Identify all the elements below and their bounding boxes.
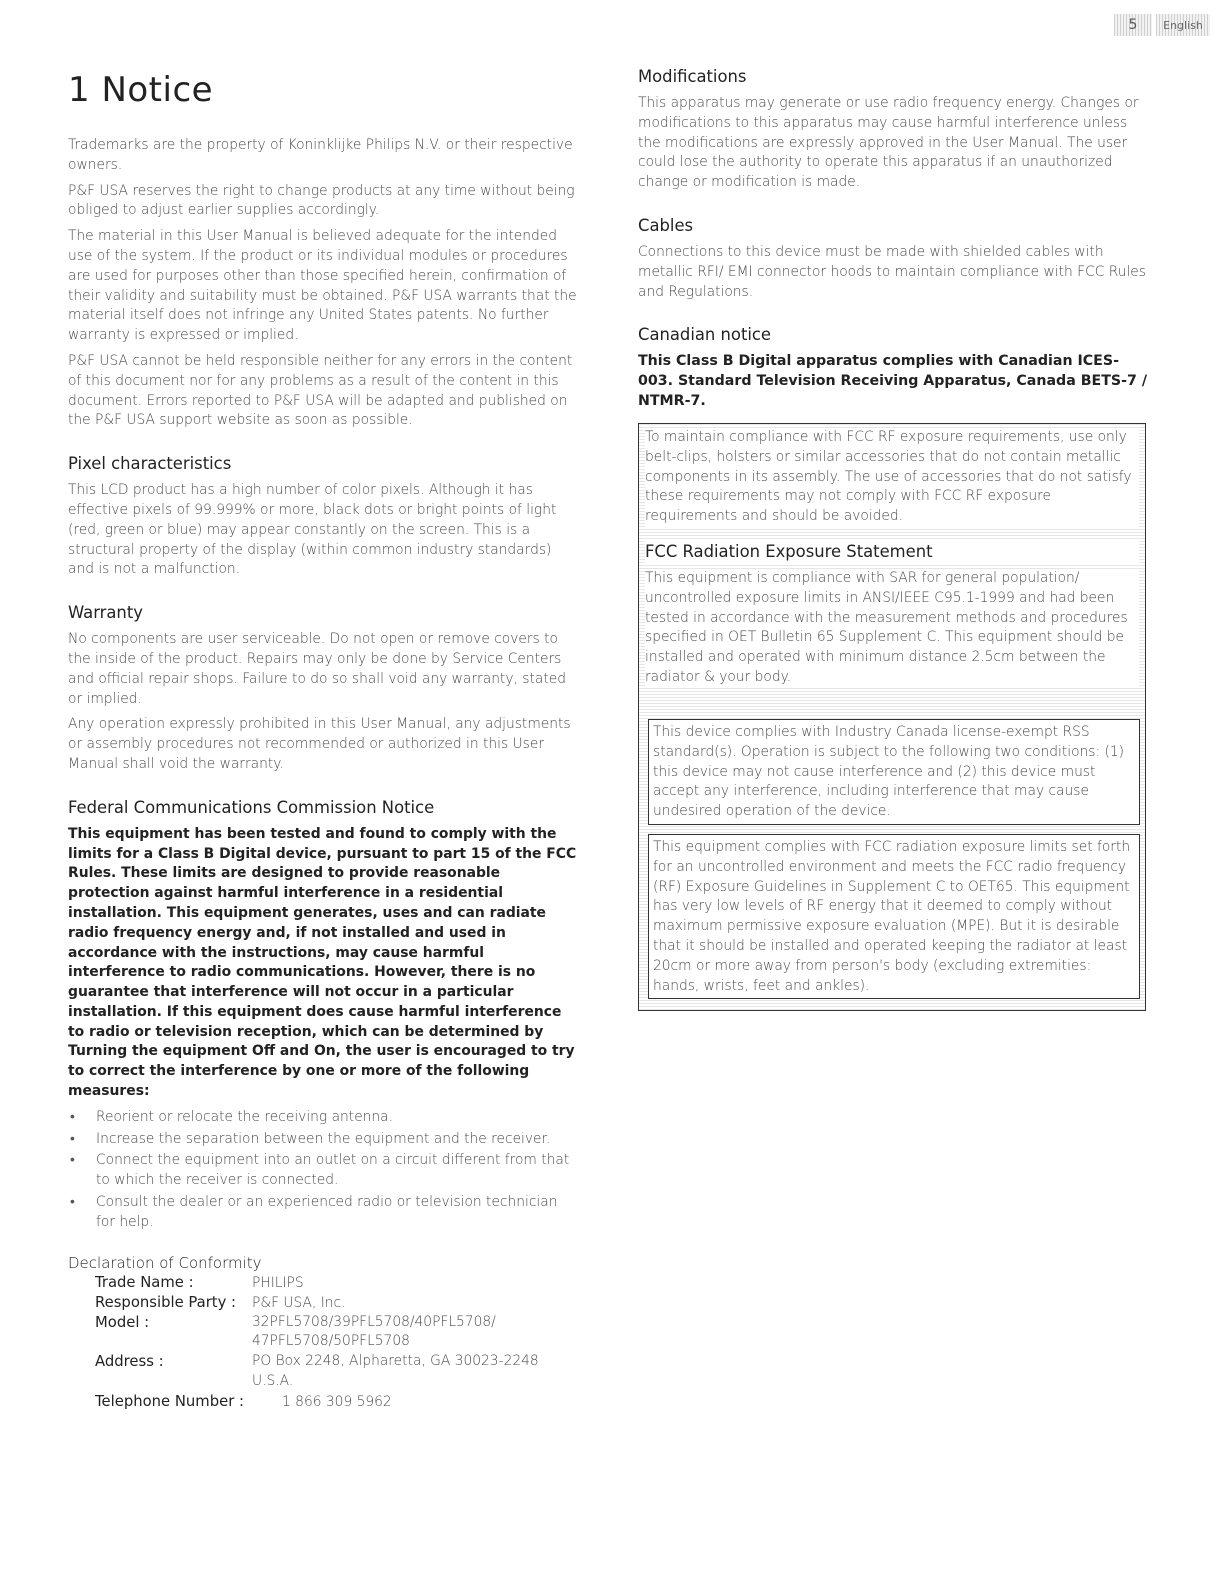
declaration-key: Trade Name : [95,1273,194,1291]
radiation-text: This equipment is compliance with SAR for general population/ uncontrolled exposure limits in ANSI/IEEE C95.1-1999 and had been tested in accordance with the measurement methods and procedures specified in OET Bulletin 65 Supplement C. This equipment should be installed and operated with minimum distance 2.5cm between the radiator & your body. [645,569,1139,688]
declaration-row-responsible-party [95,1293,580,1313]
warranty-heading: Warranty [68,603,143,623]
declaration-row-address [95,1352,580,1392]
list-item: • Consult the dealer or an experienced radio or television technician for help. [68,1193,580,1233]
declaration-value: 1 866 309 5962 [282,1393,392,1410]
page-number: 5 [1114,14,1152,36]
list-item: • Connect the equipment into an outlet on a circuit different from that to which the receiver is connected. [68,1151,580,1191]
declaration-title: Declaration of Conformity [68,1253,262,1272]
declaration-row-model [95,1313,580,1353]
canadian-heading: Canadian notice [638,325,772,345]
page-title: 1 Notice [68,70,214,110]
fcc-body: This equipment has been tested and found to comply with the limits for a Class B Digital device, pursuant to part 15 of the FCC Rules. These limits are designed to provide reasonable protection against harmful interference in a residential installation. This equipment generates, uses and can radiate radio frequency energy and, if not installed and used in accordance with the instructions, may cause harmful interference to radio communications. However, there is no guarantee that interference will not occur in a particular installation. If this equipment does cause harmful interference to radio or television reception, which can be determined by Turning the equipment Off and On, the user is encouraged to try to correct the interference by one or more of the following measures: [68,825,577,1100]
cables-body: Connections to this device must be made with shielded cables with metallic RFI/ EMI connector hoods to maintain compliance with FCC Rules and Regulations. [638,243,1146,300]
warranty-body-2: Any operation expressly prohibited in this User Manual, any adjustments or assembly procedures not recommended or authorized in this User Manual shall void the warranty. [68,716,571,772]
declaration-key: Telephone Number : [95,1392,244,1410]
intro-paragraph-4: P&F USA cannot be held responsible neither for any errors in the content of this document nor for any problems as a result of the content in this document. Errors reported to P&F USA will be adapted and published on the P&F USA support website as soon as possible. [68,352,573,429]
declaration-value [252,1313,580,1353]
declaration-key: Address : [95,1353,164,1371]
address-line-1: PO Box 2248, Alpharetta, GA 30023-2248 [252,1353,539,1370]
pixel-body: This LCD product has a high number of color pixels. Although it has effective pixels of 99.999% or more, black dots or bright points of light (red, green or blue) may appear constantly on the screen. This is a structural property of the display (within common industry standards) and is not a malfunction. [68,482,557,578]
model-line-2: 47PFL5708/50PFL5708 [252,1333,410,1350]
page-tab [1114,14,1210,36]
declaration-of-conformity [68,1253,580,1412]
list-item: • Reorient or relocate the receiving antenna. [68,1108,580,1128]
pixel-heading: Pixel characteristics [68,454,232,474]
declaration-key: Responsible Party : [95,1293,237,1311]
intro-paragraph-1: Trademarks are the property of Koninklijke Philips N.V. or their respective owners. [68,137,573,173]
canadian-body: This Class B Digital apparatus complies with Canadian ICES-003. Standard Television Receiving Apparatus, Canada BETS-7 / NTMR-7. [638,353,1147,409]
warranty-body-1: No components are user serviceable. Do not open or remove covers to the inside of the product. Repairs may only be done by Service Centers and official repair shops. Failure to do so shall void any warranty, stated or implied. [68,631,566,707]
industry-canada-text: This device complies with Industry Canada license-exempt RSS standard(s). Operation is subject to the following two conditions: (1) this device may not cause interference and (2) this device must accept any interference, including interference that may cause undesired operation of the device. [653,723,1135,822]
declaration-row-telephone [95,1392,580,1412]
declaration-key: Model : [95,1313,150,1331]
cables-heading: Cables [638,215,694,235]
left-column [68,136,580,1412]
list-item: • Increase the separation between the equipment and the receiver. [68,1130,580,1150]
rf-exposure-box [638,423,1146,1011]
declaration-row-trade-name [95,1273,580,1293]
industry-canada-box [648,719,1140,825]
fcc-exposure-text: This equipment complies with FCC radiation exposure limits set forth for an uncontrolled environment and meets the FCC radio frequency (RF) Exposure Guidelines in Supplement C to OET65. This equipment has very low levels of RF energy that it deemed to comply without maximum permissive exposure evaluation (MPE). But it is desirable that it should be installed and operated keeping the radiator at least 20cm or more away from person's body (excluding extremities: hands, wrists, feet and ankles). [653,838,1135,996]
radiation-heading: FCC Radiation Exposure Statement [645,541,1139,563]
model-line-1: 32PFL5708/39PFL5708/40PFL5708/ [252,1313,496,1330]
declaration-value: P&F USA, Inc. [252,1294,346,1311]
address-line-2: U.S.A. [252,1373,294,1390]
modifications-heading: Modifications [638,67,747,86]
declaration-table [95,1273,580,1412]
rf-box-content [645,428,1139,694]
language-label: English [1156,14,1210,36]
rf-compliance-text: To maintain compliance with FCC RF exposure requirements, use only belt-clips, holsters or similar accessories that do not contain metallic components in its assembly. The use of accessories that do not satisfy these requirements may not comply with FCC RF exposure requirements and should be avoided. [645,428,1139,527]
right-column [638,66,1148,418]
intro-paragraph-3: The material in this User Manual is believed adequate for the intended use of the system. If the product or its individual modules or procedures are used for purposes other than those specified herein, confirmation of their validity and suitability must be obtained. P&F USA warrants that the material itself does not infringe any United States patents. No further warranty is expressed or implied. [68,228,577,344]
fcc-heading: Federal Communications Commission Notice [68,797,435,817]
fcc-measures-list [68,1108,580,1233]
declaration-value [252,1352,580,1392]
intro-paragraph-2: P&F USA reserves the right to change products at any time without being obliged to adjust earlier supplies accordingly. [68,182,575,219]
fcc-exposure-box [648,834,1140,999]
modifications-body: This apparatus may generate or use radio frequency energy. Changes or modifications to this apparatus may cause harmful interference unless the modifications are expressly approved in the User Manual. The user could lose the authority to operate this apparatus if an unauthorized change or modification is made. [638,95,1139,191]
declaration-value: PHILIPS [252,1274,304,1291]
